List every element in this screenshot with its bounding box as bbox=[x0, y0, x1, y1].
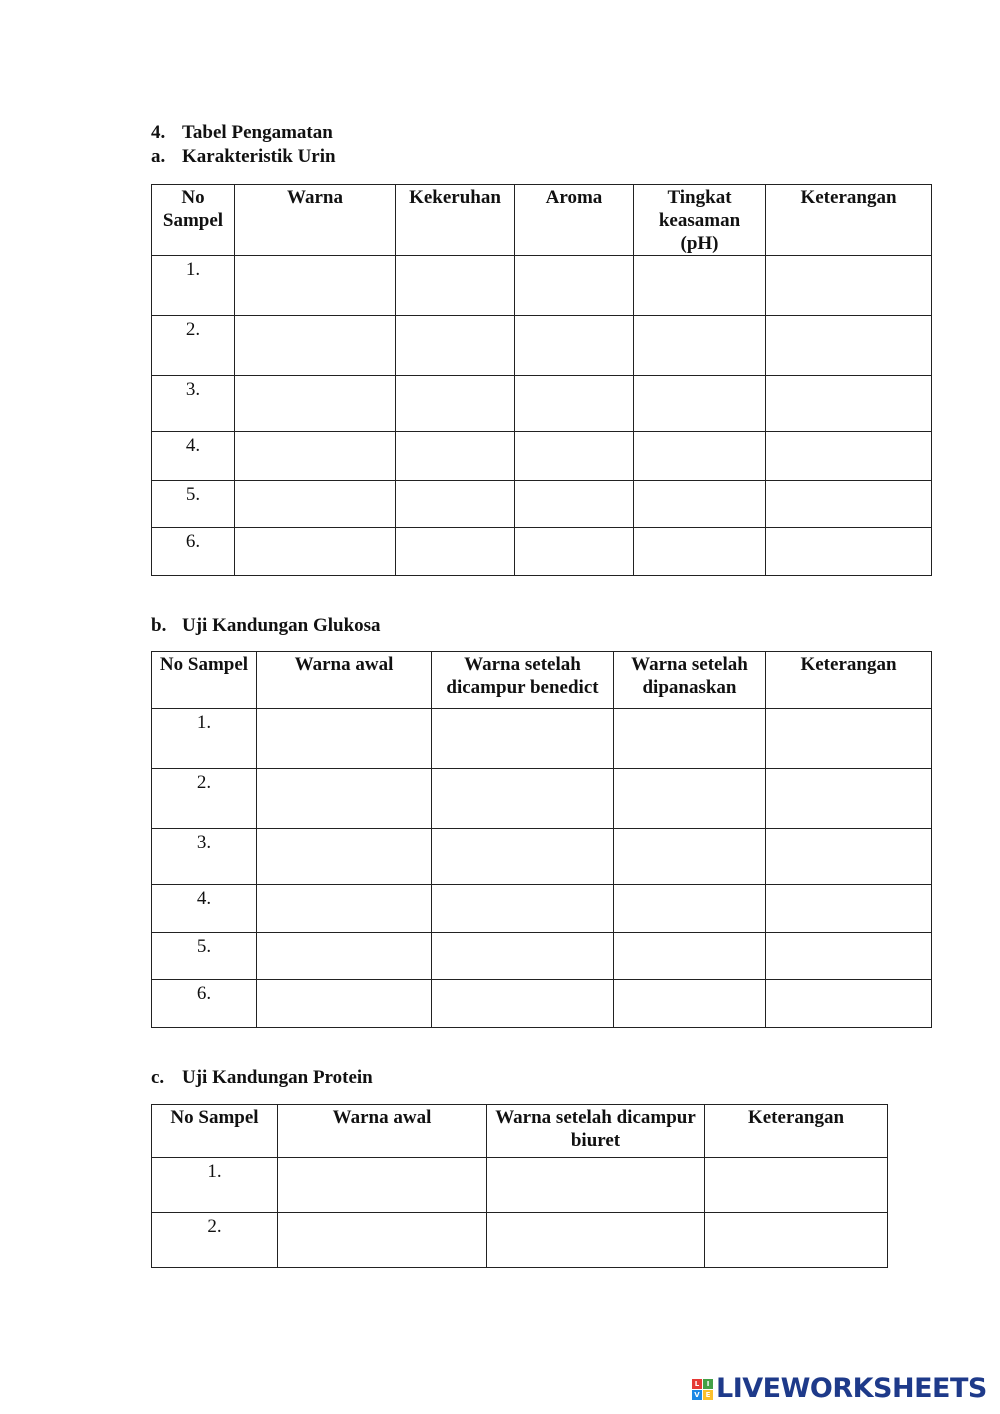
header-warna-dipanaskan: Warna setelah dipanaskan bbox=[614, 652, 766, 709]
cell-ph[interactable] bbox=[634, 256, 766, 316]
cell-warna-dipanaskan[interactable] bbox=[614, 980, 766, 1028]
cell-warna-biuret[interactable] bbox=[487, 1213, 705, 1268]
sample-number: 1. bbox=[152, 709, 257, 769]
cell-ph[interactable] bbox=[634, 376, 766, 432]
table-row bbox=[152, 829, 932, 885]
cell-warna-benedict[interactable] bbox=[432, 933, 614, 980]
cell-keterangan[interactable] bbox=[766, 933, 932, 980]
sample-number: 4. bbox=[152, 432, 235, 481]
cell-keterangan[interactable] bbox=[766, 829, 932, 885]
cell-keterangan[interactable] bbox=[766, 481, 932, 528]
cell-warna-dipanaskan[interactable] bbox=[614, 709, 766, 769]
cell-aroma[interactable] bbox=[515, 316, 634, 376]
cell-ph[interactable] bbox=[634, 481, 766, 528]
liveworksheets-logo bbox=[692, 1373, 987, 1405]
cell-kekeruhan[interactable] bbox=[396, 432, 515, 481]
table-c-letter: c. bbox=[151, 1067, 165, 1088]
cell-warna-benedict[interactable] bbox=[432, 829, 614, 885]
cell-kekeruhan[interactable] bbox=[396, 528, 515, 576]
sample-number: 2. bbox=[152, 316, 235, 376]
sample-number: 4. bbox=[152, 885, 257, 933]
header-tingkat-keasaman: Tingkat keasaman (pH) bbox=[634, 185, 766, 256]
sample-number: 1. bbox=[152, 1158, 278, 1213]
header-row bbox=[152, 652, 932, 709]
header-warna-awal: Warna awal bbox=[257, 652, 432, 709]
cell-aroma[interactable] bbox=[515, 528, 634, 576]
cell-warna-benedict[interactable] bbox=[432, 885, 614, 933]
cell-warna-awal[interactable] bbox=[257, 980, 432, 1028]
table-row bbox=[152, 1213, 888, 1268]
cell-warna-awal[interactable] bbox=[257, 829, 432, 885]
header-keterangan: Keterangan bbox=[766, 185, 932, 256]
logo-letter-e: E bbox=[703, 1390, 713, 1400]
cell-warna-awal[interactable] bbox=[257, 933, 432, 980]
header-aroma: Aroma bbox=[515, 185, 634, 256]
cell-keterangan[interactable] bbox=[766, 256, 932, 316]
table-uji-protein bbox=[151, 1104, 888, 1268]
cell-warna-dipanaskan[interactable] bbox=[614, 769, 766, 829]
table-row bbox=[152, 481, 932, 528]
sample-number: 3. bbox=[152, 829, 257, 885]
cell-warna-benedict[interactable] bbox=[432, 709, 614, 769]
cell-warna-dipanaskan[interactable] bbox=[614, 829, 766, 885]
table-a-letter: a. bbox=[151, 146, 166, 167]
cell-warna[interactable] bbox=[235, 256, 396, 316]
cell-keterangan[interactable] bbox=[766, 769, 932, 829]
table-row bbox=[152, 432, 932, 481]
table-b-title: Uji Kandungan Glukosa bbox=[182, 615, 381, 636]
cell-kekeruhan[interactable] bbox=[396, 316, 515, 376]
cell-kekeruhan[interactable] bbox=[396, 256, 515, 316]
cell-warna-benedict[interactable] bbox=[432, 980, 614, 1028]
cell-warna-dipanaskan[interactable] bbox=[614, 885, 766, 933]
cell-warna-awal[interactable] bbox=[278, 1213, 487, 1268]
table-a-heading bbox=[151, 146, 336, 168]
header-keterangan: Keterangan bbox=[705, 1105, 888, 1158]
cell-keterangan[interactable] bbox=[766, 432, 932, 481]
logo-letter-i: I bbox=[703, 1379, 713, 1389]
header-keterangan: Keterangan bbox=[766, 652, 932, 709]
cell-warna[interactable] bbox=[235, 528, 396, 576]
cell-warna-awal[interactable] bbox=[257, 709, 432, 769]
liveworksheets-wordmark: LIVEWORKSHEETS bbox=[716, 1373, 987, 1404]
sample-number: 1. bbox=[152, 256, 235, 316]
table-row bbox=[152, 376, 932, 432]
liveworksheets-icon bbox=[692, 1379, 713, 1400]
table-row bbox=[152, 709, 932, 769]
header-no-sampel: No Sampel bbox=[152, 185, 235, 256]
logo-letter-l: L bbox=[692, 1379, 702, 1389]
header-row bbox=[152, 1105, 888, 1158]
cell-ph[interactable] bbox=[634, 316, 766, 376]
table-c-heading bbox=[151, 1067, 373, 1089]
sample-number: 6. bbox=[152, 980, 257, 1028]
table-row bbox=[152, 1158, 888, 1213]
cell-kekeruhan[interactable] bbox=[396, 481, 515, 528]
sample-number: 6. bbox=[152, 528, 235, 576]
table-uji-glukosa bbox=[151, 651, 932, 1028]
section-title: Tabel Pengamatan bbox=[182, 122, 333, 143]
cell-keterangan[interactable] bbox=[705, 1158, 888, 1213]
sample-number: 5. bbox=[152, 933, 257, 980]
header-warna-biuret: Warna setelah dicampur biuret bbox=[487, 1105, 705, 1158]
table-row bbox=[152, 933, 932, 980]
cell-warna-awal[interactable] bbox=[278, 1158, 487, 1213]
cell-warna-benedict[interactable] bbox=[432, 769, 614, 829]
cell-aroma[interactable] bbox=[515, 256, 634, 316]
cell-keterangan[interactable] bbox=[766, 316, 932, 376]
cell-keterangan[interactable] bbox=[766, 528, 932, 576]
table-a-title: Karakteristik Urin bbox=[182, 146, 336, 167]
table-row bbox=[152, 769, 932, 829]
header-no-sampel: No Sampel bbox=[152, 652, 257, 709]
cell-warna[interactable] bbox=[235, 432, 396, 481]
cell-keterangan[interactable] bbox=[766, 376, 932, 432]
cell-aroma[interactable] bbox=[515, 481, 634, 528]
cell-aroma[interactable] bbox=[515, 432, 634, 481]
section-number: 4. bbox=[151, 122, 166, 143]
table-karakteristik-urin bbox=[151, 184, 932, 576]
cell-keterangan[interactable] bbox=[766, 709, 932, 769]
header-row bbox=[152, 185, 932, 256]
cell-warna-awal[interactable] bbox=[257, 885, 432, 933]
sample-number: 5. bbox=[152, 481, 235, 528]
table-row bbox=[152, 316, 932, 376]
cell-keterangan[interactable] bbox=[766, 885, 932, 933]
header-warna-benedict: Warna setelah dicampur benedict bbox=[432, 652, 614, 709]
table-row bbox=[152, 528, 932, 576]
header-kekeruhan: Kekeruhan bbox=[396, 185, 515, 256]
cell-warna-biuret[interactable] bbox=[487, 1158, 705, 1213]
table-c-title: Uji Kandungan Protein bbox=[182, 1067, 373, 1088]
header-no-sampel: No Sampel bbox=[152, 1105, 278, 1158]
cell-ph[interactable] bbox=[634, 432, 766, 481]
cell-ph[interactable] bbox=[634, 528, 766, 576]
logo-letter-v: V bbox=[692, 1390, 702, 1400]
table-b-heading bbox=[151, 615, 381, 637]
header-warna-awal: Warna awal bbox=[278, 1105, 487, 1158]
cell-warna-dipanaskan[interactable] bbox=[614, 933, 766, 980]
cell-aroma[interactable] bbox=[515, 376, 634, 432]
cell-warna[interactable] bbox=[235, 376, 396, 432]
cell-warna[interactable] bbox=[235, 481, 396, 528]
table-row bbox=[152, 885, 932, 933]
table-row bbox=[152, 980, 932, 1028]
cell-warna-awal[interactable] bbox=[257, 769, 432, 829]
table-b-letter: b. bbox=[151, 615, 167, 636]
sample-number: 3. bbox=[152, 376, 235, 432]
sample-number: 2. bbox=[152, 769, 257, 829]
table-row bbox=[152, 256, 932, 316]
header-warna: Warna bbox=[235, 185, 396, 256]
cell-keterangan[interactable] bbox=[705, 1213, 888, 1268]
section-heading bbox=[151, 122, 333, 144]
cell-kekeruhan[interactable] bbox=[396, 376, 515, 432]
cell-warna[interactable] bbox=[235, 316, 396, 376]
cell-keterangan[interactable] bbox=[766, 980, 932, 1028]
sample-number: 2. bbox=[152, 1213, 278, 1268]
